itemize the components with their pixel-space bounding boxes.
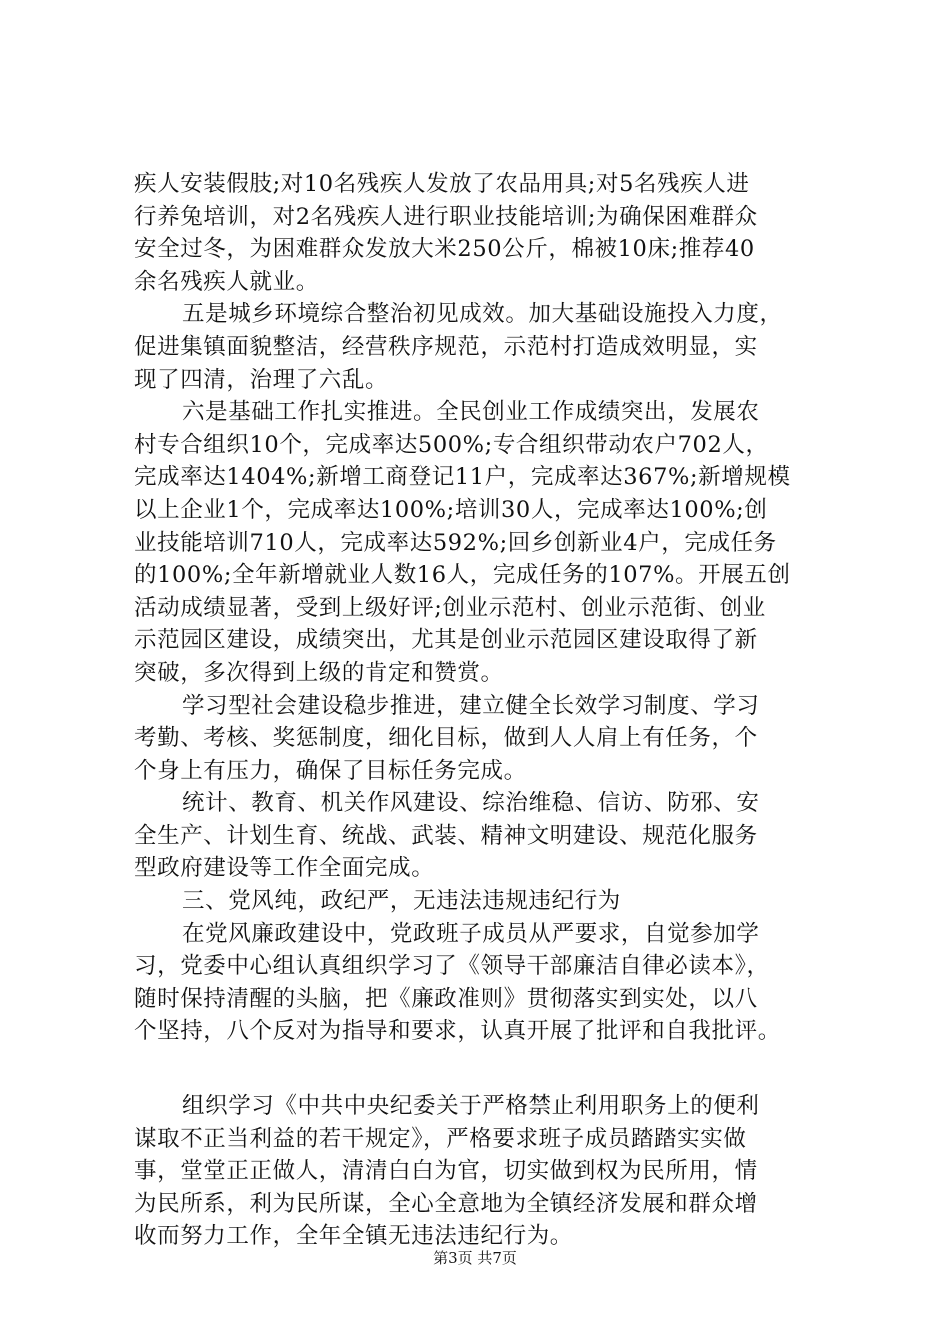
text-line: 促进集镇面貌整洁，经营秩序规范，示范村打造成效明显，实 xyxy=(134,333,758,360)
text-line: 行养兔培训，对2名残疾人进行职业技能培训;为确保困难群众 xyxy=(134,203,758,230)
text-block-main xyxy=(134,168,824,1048)
text-line: 六是基础工作扎实推进。全民创业工作成绩突出，发展农 xyxy=(182,399,760,426)
text-line: 组织学习《中共中央纪委关于严格禁止利用职务上的便利 xyxy=(182,1093,760,1120)
text-line: 为民所系，利为民所谋，全心全意地为全镇经济发展和群众增 xyxy=(134,1190,758,1217)
text-line: 安全过冬，为困难群众发放大米250公斤，棉被10床;推荐40 xyxy=(134,236,755,263)
text-line: 考勤、考核、奖惩制度，细化目标，做到人人肩上有任务，个 xyxy=(134,725,758,752)
text-line: 现了四清，治理了六乱。 xyxy=(134,366,389,393)
text-line: 谋取不正当利益的若干规定》，严格要求班子成员踏踏实实做 xyxy=(134,1125,747,1152)
text-line: 学习型社会建设稳步推进，建立健全长效学习制度、学习 xyxy=(182,692,760,719)
text-line: 村专合组织10个，完成率达500%;专合组织带动农户702人， xyxy=(134,431,769,458)
text-line: 全生产、计划生育、统战、武装、精神文明建设、规范化服务 xyxy=(134,822,758,849)
text-line: 疾人安装假肢;对10名残疾人发放了农品用具;对5名残疾人进 xyxy=(134,171,750,197)
text-line: 统计、教育、机关作风建设、综治维稳、信访、防邪、安 xyxy=(182,790,760,817)
text-line: 收而努力工作，全年全镇无违法违纪行为。 xyxy=(134,1223,573,1250)
text-line: 事，堂堂正正做人，清清白白为官，切实做到权为民所用，情 xyxy=(134,1158,758,1185)
text-line: 活动成绩显著，受到上级好评;创业示范村、创业示范街、创业 xyxy=(134,594,766,621)
text-line: 以上企业1个，完成率达100%;培训30人，完成率达100%;创 xyxy=(134,496,768,523)
text-line: 余名残疾人就业。 xyxy=(134,268,319,295)
document-body xyxy=(134,168,824,1253)
text-line: 突破，多次得到上级的肯定和赞赏。 xyxy=(134,659,504,686)
text-line: 个身上有压力，确保了目标任务完成。 xyxy=(134,757,527,784)
text-line: 在党风廉政建设中，党政班子成员从严要求，自觉参加学 xyxy=(182,920,760,947)
text-line: 的100%;全年新增就业人数16人，完成任务的107%。开展五创 xyxy=(134,562,791,589)
text-line: 三、党风纯，政纪严，无违法违规违纪行为 xyxy=(182,888,621,915)
paragraph-gap xyxy=(134,1048,824,1090)
text-line: 完成率达1404%;新增工商登记11户，完成率达367%;新增规模 xyxy=(134,464,791,491)
text-line: 示范园区建设，成绩突出，尤其是创业示范园区建设取得了新 xyxy=(134,627,758,654)
text-line: 业技能培训710人，完成率达592%;回乡创新业4户，完成任务 xyxy=(134,529,777,556)
text-line: 个坚持，八个反对为指导和要求，认真开展了批评和自我批评。 xyxy=(134,1018,781,1045)
text-line: 型政府建设等工作全面完成。 xyxy=(134,855,435,882)
page-footer: 第3页 共7页 xyxy=(433,1249,517,1267)
text-line: 习，党委中心组认真组织学习了《领导干部廉洁自律必读本》， xyxy=(134,953,770,980)
text-line: 随时保持清醒的头脑，把《廉政准则》贯彻落实到实处，以八 xyxy=(134,985,758,1012)
text-line: 五是城乡环境综合整治初见成效。加大基础设施投入力度， xyxy=(182,301,783,328)
text-block-final xyxy=(134,1090,824,1253)
